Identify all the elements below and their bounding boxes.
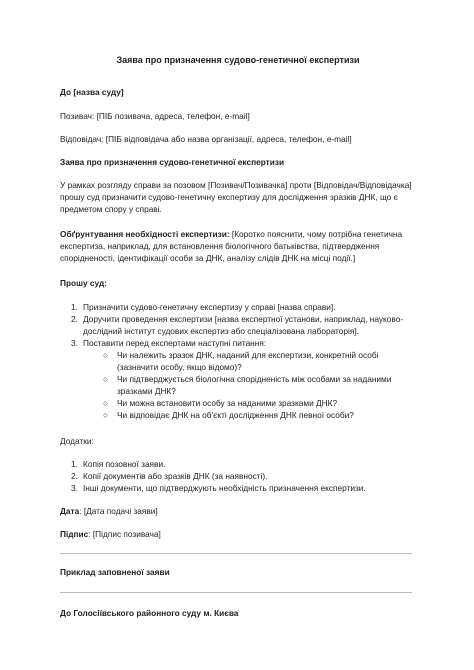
list-item-text: Інші документи, що підтверджують необхідність призначення експертизи. bbox=[83, 483, 366, 493]
divider bbox=[60, 553, 412, 554]
justification-label: Обґрунтування необхідності експертизи: bbox=[60, 229, 230, 239]
signature-value: : [Підпис позивача] bbox=[88, 529, 161, 539]
section-heading: Заява про призначення судово-генетичної експертизи bbox=[60, 157, 285, 167]
list-number: 3. bbox=[71, 483, 78, 493]
list-item-text: Чи належить зразок ДНК, наданий для експертизи, конкретній особі (зазначити особу, якщо відомо)? bbox=[117, 350, 379, 372]
date-line bbox=[60, 505, 416, 517]
defendant-line: Відповідач: [ПІБ відповідача або назва організації, адреса, телефон, e-mail] bbox=[60, 134, 352, 144]
list-item bbox=[60, 397, 416, 409]
example-court-line: До Голосіївського районного суду м. Києва bbox=[60, 608, 239, 618]
document-title: Заява про призначення судово-генетичної експертизи bbox=[116, 55, 360, 65]
divider bbox=[60, 592, 412, 593]
list-item bbox=[60, 373, 416, 397]
list-item-text: Чи підтверджується біологічна спорідненість між особами за наданими зразками ДНК? bbox=[117, 374, 392, 396]
list-item bbox=[60, 301, 416, 313]
list-item bbox=[60, 337, 416, 349]
date-label: Дата bbox=[60, 506, 80, 516]
list-number: 1. bbox=[71, 459, 78, 469]
list-item-text: Копія позовної заяви. bbox=[83, 459, 166, 469]
list-item bbox=[60, 458, 416, 470]
court-line: До [назва суду] bbox=[60, 87, 124, 97]
attachments-heading: Додатки: bbox=[60, 436, 94, 446]
intro-paragraph: У рамках розгляду справи за позовом [Позивач/Позивачка] проти [Відповідач/Відповідачка] прошу суд призначити судово-генетичну експертизу для дослідження зразків ДНК, що є предметом спору у справі. bbox=[60, 180, 412, 214]
bullet-icon: ○ bbox=[103, 374, 109, 384]
list-number: 1. bbox=[71, 302, 78, 312]
bullet-icon: ○ bbox=[103, 350, 109, 360]
list-item bbox=[60, 482, 416, 494]
attachments-list bbox=[60, 458, 416, 494]
list-item-text: Поставити перед експертами наступні питання: bbox=[83, 338, 267, 348]
question-list bbox=[60, 349, 416, 421]
list-item bbox=[60, 470, 416, 482]
plaintiff-line: Позивач: [ПІБ позивача, адреса, телефон, e-mail] bbox=[60, 111, 250, 121]
bullet-icon: ○ bbox=[103, 410, 109, 420]
list-item bbox=[60, 409, 416, 421]
signature-label: Підпис bbox=[60, 529, 89, 539]
list-item-text: Копії документів або зразків ДНК (за наявності). bbox=[83, 471, 268, 481]
list-item-text: Доручити проведення експертизи [назва експертної установи, наприклад, науково-дослідний інститут судових експертиз або спеціалізована лабораторія]. bbox=[83, 314, 404, 336]
justification-text: [Коротко пояснити, чому потрібна генетична експертиза, наприклад, для встановлення біологічного батьківства, підтвердження спорідненості, ідентифікації особи за ДНК, аналізу слідів ДНК на місці події.] bbox=[60, 229, 403, 263]
list-item bbox=[60, 349, 416, 373]
signature-line bbox=[60, 528, 416, 540]
request-heading: Прошу суд: bbox=[60, 278, 107, 288]
justification-paragraph bbox=[60, 228, 416, 264]
example-heading: Приклад заповненої заяви bbox=[60, 567, 170, 577]
date-value: : [Дата подачі заяви] bbox=[79, 506, 158, 516]
bullet-icon: ○ bbox=[103, 398, 109, 408]
list-number: 2. bbox=[71, 471, 78, 481]
list-number: 3. bbox=[71, 338, 78, 348]
list-number: 2. bbox=[71, 314, 78, 324]
request-list bbox=[60, 301, 416, 421]
list-item-text: Чи можна встановити особу за наданими зразками ДНК? bbox=[117, 398, 338, 408]
list-item-text: Чи відповідає ДНК на об'єкті дослідження ДНК певної особи? bbox=[117, 410, 354, 420]
list-item bbox=[60, 313, 416, 337]
list-item-text: Призначити судово-генетичну експертизу у справі [назва справи]. bbox=[83, 302, 336, 312]
